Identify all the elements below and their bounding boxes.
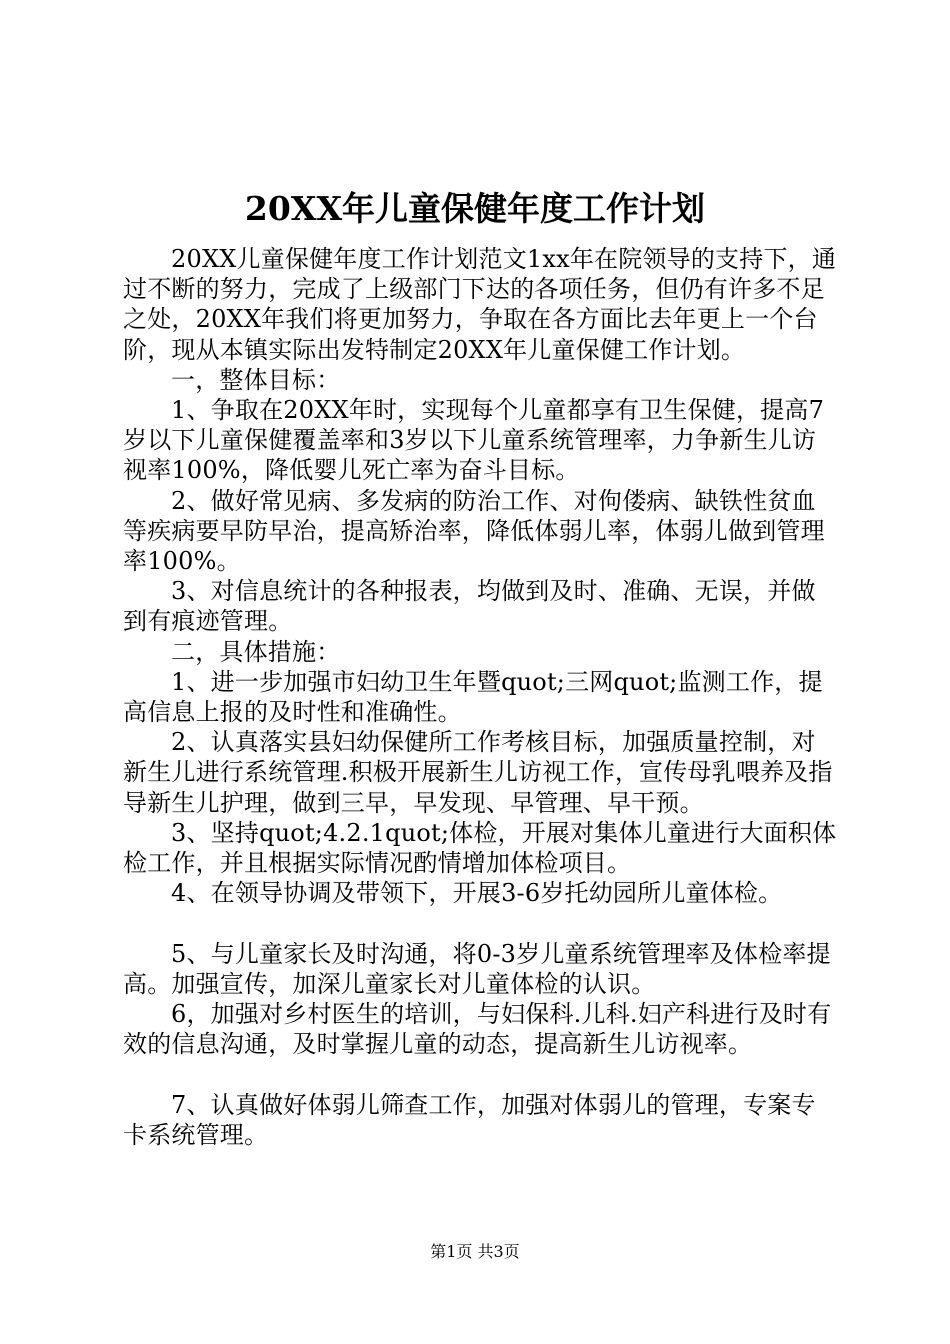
- paragraph-measure-6: 6，加强对乡村医生的培训，与妇保科.儿科.妇产科进行及时有效的信息沟通，及时掌握儿童的动态，提高新生儿访视率。: [123, 1000, 832, 1059]
- blank-line: [123, 908, 838, 938]
- paragraph-measure-4: 4、在领导协调及带领下，开展3-6岁托幼园所儿童体检。: [171, 879, 783, 908]
- paragraph-measure-1: 1、进一步加强市妇幼卫生年暨quot;三网quot;监测工作，提高信息上报的及时性和准确性。: [123, 667, 823, 727]
- heading-specific-measures: 二，具体措施：: [171, 637, 341, 666]
- heading-overall-goals: 一，整体目标：: [171, 365, 341, 394]
- document-body: [123, 244, 838, 1150]
- paragraph-goal-1: 1、争取在20XX年时，实现每个儿童都享有卫生保健，提高7岁以下儿童保健覆盖率和3岁以下儿童系统管理率，力争新生儿访视率100%，降低婴儿死亡率为奋斗目标。: [123, 396, 825, 485]
- blank-line: [123, 1059, 838, 1089]
- paragraph-intro: 20XX儿童保健年度工作计划范文1xx年在院领导的支持下，通过不断的努力，完成了上级部门下达的各项任务，但仍有许多不足之处，20XX年我们将更加努力，争取在各方面比去年更上一个台阶，现从本镇实际出发特制定20XX年儿童保健工作计划。: [123, 245, 837, 364]
- paragraph-measure-3: 3、坚持quot;4.2.1quot;体检，开展对集体儿童进行大面积体检工作，并且根据实际情况酌情增加体检项目。: [123, 818, 837, 878]
- paragraph-measure-5: 5、与儿童家长及时沟通，将0-3岁儿童系统管理率及体检率提高。加强宣传，加深儿童家长对儿童体检的认识。: [123, 939, 831, 998]
- paragraph-goal-3: 3、对信息统计的各种报表，均做到及时、准确、无误，并做到有痕迹管理。: [123, 577, 816, 636]
- paragraph-goal-2: 2、做好常见病、多发病的防治工作、对佝偻病、缺铁性贫血等疾病要早防早治，提高矫治率，降低体弱儿率，体弱儿做到管理率100%。: [123, 486, 825, 576]
- paragraph-measure-7: 7、认真做好体弱儿筛查工作，加强对体弱儿的管理，专案专卡系统管理。: [123, 1090, 816, 1149]
- page-footer: 第1页 共3页: [430, 1242, 520, 1261]
- paragraph-measure-2: 2、认真落实县妇幼保健所工作考核目标，加强质量控制，对新生儿进行系统管理.积极开展新生儿访视工作，宣传母乳喂养及指导新生儿护理，做到三早，早发现、早管理、早干预。: [123, 728, 833, 817]
- document-title: 20XX年儿童保健年度工作计划: [244, 189, 706, 228]
